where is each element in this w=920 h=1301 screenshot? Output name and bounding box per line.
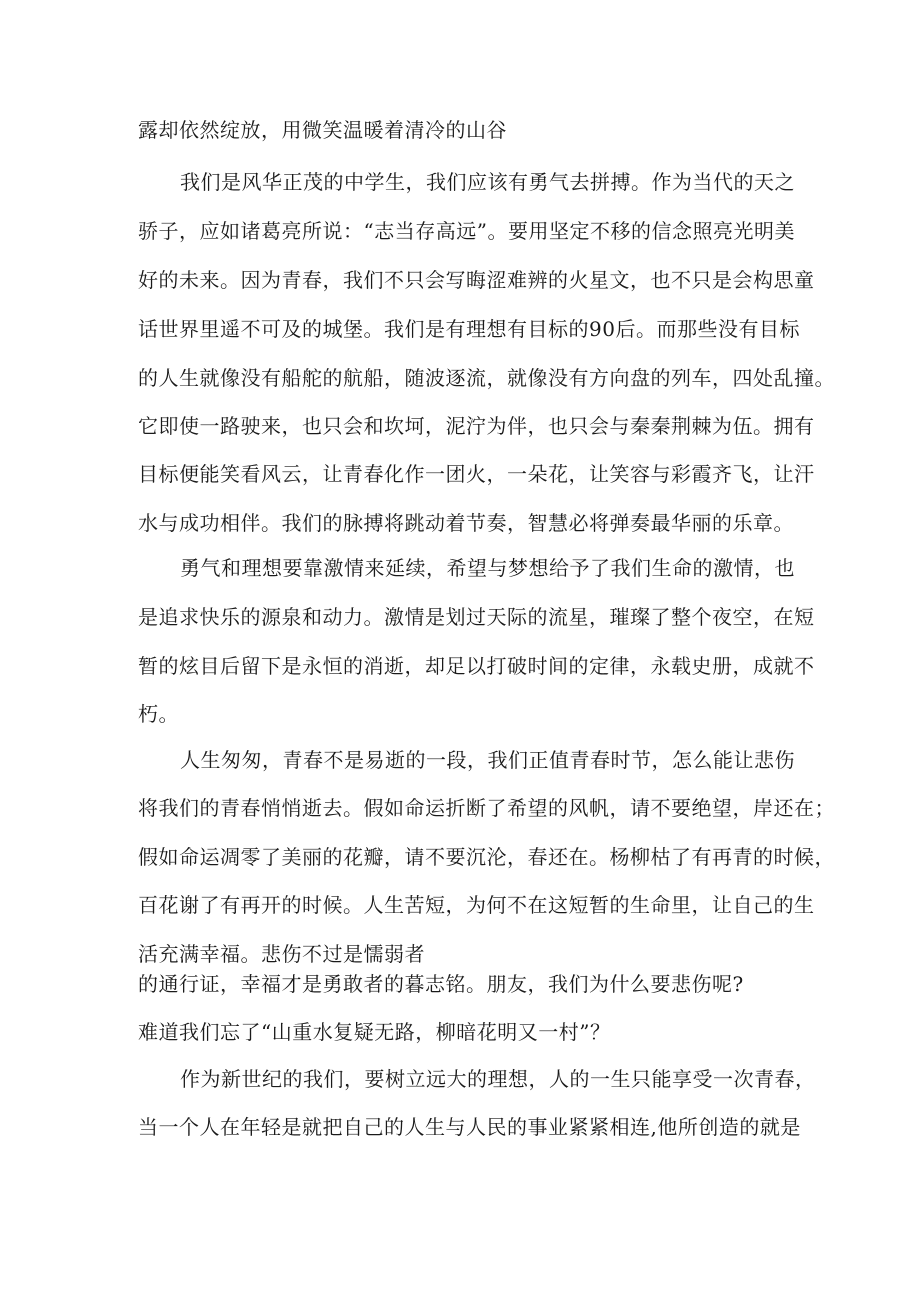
text-line: 百花谢了有再开的时候。人生苦短，为何不在这短暂的生命里，让自己的生 bbox=[138, 893, 815, 917]
text-line: 它即使一路驶来，也只会和坎坷，泥泞为伴，也只会与秦秦荆棘为伍。拥有 bbox=[138, 414, 815, 438]
text-line: 好的未来。因为青春，我们不只会写晦涩难辨的火星文，也不只是会构思童 bbox=[138, 268, 815, 292]
paragraph-first-line: 勇气和理想要靠激情来延续，希望与梦想给予了我们生命的激情，也 bbox=[180, 556, 795, 580]
paragraph-first-line: 作为新世纪的我们，要树立远大的理想，人的一生只能享受一次青春， bbox=[180, 1067, 816, 1091]
paragraph-first-line: 人生匆匆，青春不是易逝的一段，我们正值青春时节，怎么能让悲伤 bbox=[180, 748, 795, 772]
paragraph-first-line: 我们是风华正茂的中学生，我们应该有勇气去拼搏。作为当代的天之 bbox=[180, 170, 795, 194]
text-line: 暂的炫目后留下是永恒的消逝，却足以打破时间的定律，永载史册，成就不 bbox=[138, 654, 815, 678]
text-line: 露却依然绽放，用微笑温暖着清冷的山谷 bbox=[138, 118, 507, 142]
text-line: 朽。 bbox=[138, 702, 179, 726]
text-line: 是追求快乐的源泉和动力。激情是划过天际的流星，璀璨了整个夜空，在短 bbox=[138, 605, 815, 629]
text-line: 的通行证，幸福才是勇敢者的暮志铭。朋友，我们为什么要悲伤呢? bbox=[138, 972, 744, 996]
text-line: 难道我们忘了“山重水复疑无路，柳暗花明又一村”？ bbox=[138, 1020, 611, 1044]
text-line: 活充满幸福。悲伤不过是懦弱者 bbox=[138, 942, 425, 966]
text-line: 话世界里遥不可及的城堡。我们是有理想有目标的90后。而那些没有目标 bbox=[138, 317, 800, 341]
text-line: 的人生就像没有船舵的航船，随波逐流，就像没有方向盘的列车，四处乱撞。 bbox=[138, 366, 835, 390]
text-line: 水与成功相伴。我们的脉搏将跳动着节奏，智慧必将弹奏最华丽的乐章。 bbox=[138, 511, 794, 535]
text-line: 当一个人在年轻是就把自己的人生与人民的事业紧紧相连,他所创造的就是 bbox=[138, 1115, 801, 1139]
text-line: 将我们的青春悄悄逝去。假如命运折断了希望的风帆，请不要绝望，岸还在； bbox=[138, 796, 835, 820]
text-line: 目标便能笑看风云，让青春化作一团火，一朵花，让笑容与彩霞齐飞，让汗 bbox=[138, 462, 815, 486]
text-line: 骄子，应如诸葛亮所说：“志当存高远”。要用坚定不移的信念照亮光明美 bbox=[138, 219, 795, 243]
text-line: 假如命运凋零了美丽的花瓣，请不要沉沦，春还在。杨柳枯了有再青的时候， bbox=[138, 845, 835, 869]
